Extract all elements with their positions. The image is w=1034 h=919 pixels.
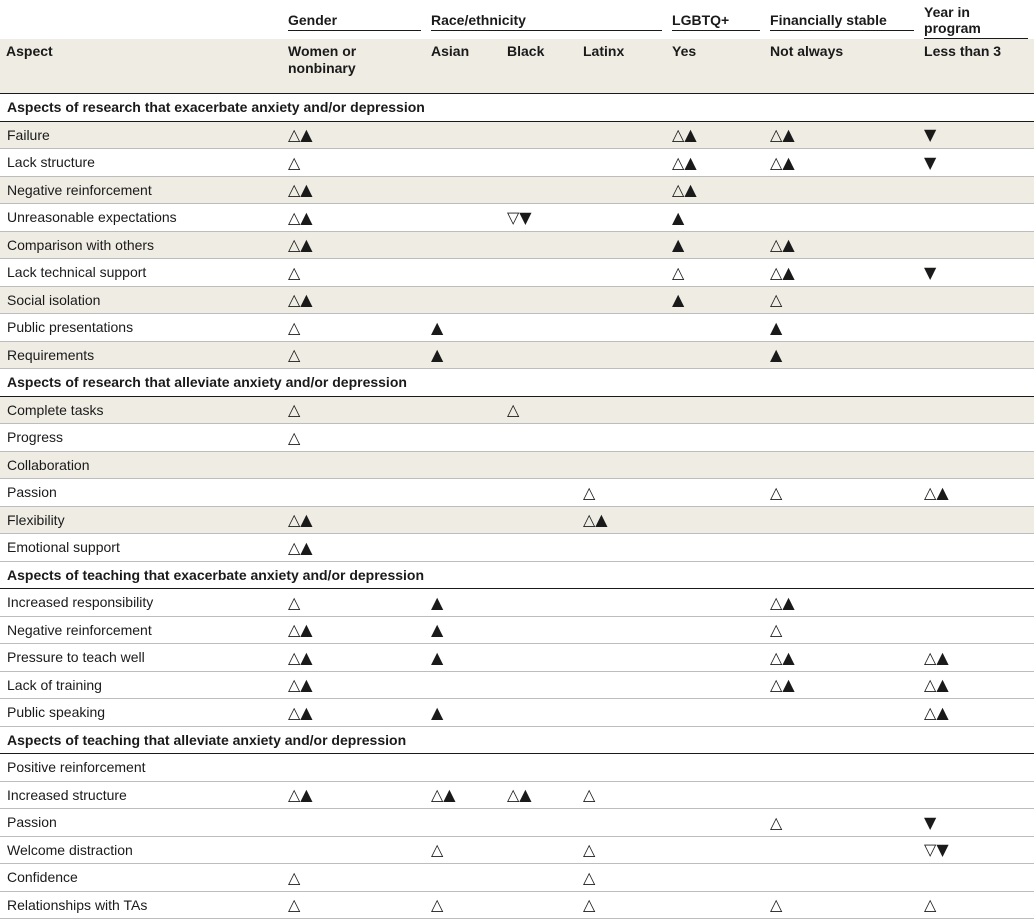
asian-cell: ▲ xyxy=(427,314,503,342)
latinx-cell xyxy=(579,809,668,837)
black-cell xyxy=(503,286,579,314)
financial-cell: ▲ xyxy=(766,341,920,369)
aspect-cell: Passion xyxy=(0,479,284,507)
section-title: Aspects of research that exacerbate anxiety and/or depression xyxy=(0,94,1034,122)
table-body xyxy=(0,94,1034,919)
lgbtq-cell xyxy=(668,891,766,919)
gender-cell: △▲ xyxy=(284,534,427,562)
year-cell: ▼ xyxy=(920,809,1034,837)
black-cell xyxy=(503,176,579,204)
latinx-cell xyxy=(579,149,668,177)
aspect-cell: Public speaking xyxy=(0,699,284,727)
year-cell: ▽▼ xyxy=(920,836,1034,864)
latinx-cell xyxy=(579,699,668,727)
financial-cell: △▲ xyxy=(766,644,920,672)
financial-cell xyxy=(766,204,920,232)
gender-cell: △ xyxy=(284,149,427,177)
aspect-cell: Passion xyxy=(0,809,284,837)
gender-cell: △▲ xyxy=(284,231,427,259)
year-cell: △▲ xyxy=(920,479,1034,507)
gender-cell xyxy=(284,754,427,782)
latinx-cell xyxy=(579,259,668,287)
asian-cell: △ xyxy=(427,836,503,864)
table-row xyxy=(0,534,1034,562)
latinx-cell xyxy=(579,451,668,479)
aspect-cell: Social isolation xyxy=(0,286,284,314)
aspect-cell: Unreasonable expectations xyxy=(0,204,284,232)
asian-cell: ▲ xyxy=(427,699,503,727)
year-cell: ▼ xyxy=(920,149,1034,177)
column-header-black: Black xyxy=(503,39,579,94)
table-row xyxy=(0,781,1034,809)
asian-cell: ▲ xyxy=(427,644,503,672)
black-cell xyxy=(503,231,579,259)
aspect-cell: Lack of training xyxy=(0,671,284,699)
financial-cell: △ xyxy=(766,891,920,919)
table-row xyxy=(0,204,1034,232)
gender-cell: △▲ xyxy=(284,506,427,534)
financial-cell: △ xyxy=(766,286,920,314)
asian-cell xyxy=(427,176,503,204)
latinx-cell xyxy=(579,589,668,617)
financial-cell xyxy=(766,864,920,892)
aspect-cell: Requirements xyxy=(0,341,284,369)
financial-cell xyxy=(766,781,920,809)
aspect-cell: Lack technical support xyxy=(0,259,284,287)
year-cell xyxy=(920,589,1034,617)
table-row xyxy=(0,286,1034,314)
gender-cell: △ xyxy=(284,864,427,892)
gender-cell: △▲ xyxy=(284,671,427,699)
year-cell xyxy=(920,781,1034,809)
year-cell xyxy=(920,451,1034,479)
aspect-cell: Public presentations xyxy=(0,314,284,342)
asian-cell xyxy=(427,451,503,479)
group-header-row xyxy=(0,0,1034,39)
black-cell xyxy=(503,121,579,149)
group-header-blank xyxy=(0,0,284,39)
black-cell xyxy=(503,341,579,369)
lgbtq-cell xyxy=(668,506,766,534)
financial-cell: △ xyxy=(766,479,920,507)
aspect-cell: Emotional support xyxy=(0,534,284,562)
financial-cell: ▲ xyxy=(766,314,920,342)
latinx-cell xyxy=(579,671,668,699)
gender-cell: △ xyxy=(284,259,427,287)
table-row xyxy=(0,341,1034,369)
gender-cell: △▲ xyxy=(284,121,427,149)
lgbtq-cell xyxy=(668,451,766,479)
latinx-cell xyxy=(579,286,668,314)
gender-cell: △ xyxy=(284,341,427,369)
gender-cell xyxy=(284,836,427,864)
black-cell xyxy=(503,451,579,479)
table-row xyxy=(0,864,1034,892)
aspect-cell: Increased responsibility xyxy=(0,589,284,617)
table-row xyxy=(0,589,1034,617)
column-header-gender: Women or nonbinary xyxy=(284,39,427,94)
latinx-cell xyxy=(579,534,668,562)
lgbtq-cell xyxy=(668,616,766,644)
asian-cell xyxy=(427,864,503,892)
asian-cell xyxy=(427,121,503,149)
financial-cell xyxy=(766,176,920,204)
lgbtq-cell xyxy=(668,534,766,562)
gender-cell: △▲ xyxy=(284,204,427,232)
latinx-cell xyxy=(579,754,668,782)
gender-cell xyxy=(284,451,427,479)
aspect-cell: Increased structure xyxy=(0,781,284,809)
column-header-aspect: Aspect xyxy=(0,39,284,94)
gender-cell: △ xyxy=(284,589,427,617)
lgbtq-cell xyxy=(668,341,766,369)
latinx-cell xyxy=(579,314,668,342)
financial-cell: △▲ xyxy=(766,149,920,177)
aspect-cell: Confidence xyxy=(0,864,284,892)
gender-cell: △▲ xyxy=(284,286,427,314)
column-header-year: Less than 3 xyxy=(920,39,1034,94)
financial-cell xyxy=(766,699,920,727)
black-cell: △▲ xyxy=(503,781,579,809)
latinx-cell xyxy=(579,424,668,452)
gender-cell xyxy=(284,479,427,507)
gender-cell: △ xyxy=(284,891,427,919)
black-cell xyxy=(503,314,579,342)
black-cell: △ xyxy=(503,396,579,424)
black-cell xyxy=(503,589,579,617)
latinx-cell xyxy=(579,396,668,424)
asian-cell: △ xyxy=(427,891,503,919)
column-header-latinx: Latinx xyxy=(579,39,668,94)
column-header-row xyxy=(0,39,1034,94)
latinx-cell: △ xyxy=(579,864,668,892)
section-header xyxy=(0,561,1034,589)
year-cell xyxy=(920,341,1034,369)
financial-cell: △ xyxy=(766,809,920,837)
lgbtq-cell xyxy=(668,754,766,782)
year-cell xyxy=(920,616,1034,644)
asian-cell xyxy=(427,479,503,507)
financial-cell: △▲ xyxy=(766,259,920,287)
column-header-financial: Not always xyxy=(766,39,920,94)
year-cell xyxy=(920,506,1034,534)
table-row xyxy=(0,809,1034,837)
group-header-lgbtq: LGBTQ+ xyxy=(668,0,766,39)
financial-cell xyxy=(766,534,920,562)
black-cell xyxy=(503,506,579,534)
group-header-year: Year in program xyxy=(920,0,1034,39)
group-header-race: Race/ethnicity xyxy=(427,0,668,39)
table-row xyxy=(0,176,1034,204)
gender-cell: △▲ xyxy=(284,176,427,204)
table-row xyxy=(0,506,1034,534)
gender-cell: △▲ xyxy=(284,781,427,809)
latinx-cell: △ xyxy=(579,479,668,507)
aspect-cell: Complete tasks xyxy=(0,396,284,424)
asian-cell xyxy=(427,506,503,534)
latinx-cell xyxy=(579,204,668,232)
column-header-asian: Asian xyxy=(427,39,503,94)
table-row xyxy=(0,891,1034,919)
lgbtq-cell xyxy=(668,781,766,809)
year-cell xyxy=(920,424,1034,452)
table-row xyxy=(0,259,1034,287)
year-cell xyxy=(920,176,1034,204)
year-cell: △▲ xyxy=(920,671,1034,699)
table-row xyxy=(0,836,1034,864)
aspect-cell: Pressure to teach well xyxy=(0,644,284,672)
year-cell xyxy=(920,864,1034,892)
group-header-financial: Financially stable xyxy=(766,0,920,39)
financial-cell xyxy=(766,424,920,452)
aspect-cell: Comparison with others xyxy=(0,231,284,259)
table-row xyxy=(0,644,1034,672)
financial-cell: △▲ xyxy=(766,671,920,699)
year-cell xyxy=(920,534,1034,562)
table-row xyxy=(0,121,1034,149)
section-header xyxy=(0,726,1034,754)
year-cell xyxy=(920,396,1034,424)
table-row xyxy=(0,616,1034,644)
black-cell xyxy=(503,616,579,644)
section-title: Aspects of teaching that exacerbate anxiety and/or depression xyxy=(0,561,1034,589)
black-cell xyxy=(503,644,579,672)
aspect-cell: Positive reinforcement xyxy=(0,754,284,782)
lgbtq-cell: ▲ xyxy=(668,231,766,259)
gender-cell xyxy=(284,809,427,837)
lgbtq-cell: △ xyxy=(668,259,766,287)
aspect-cell: Negative reinforcement xyxy=(0,176,284,204)
lgbtq-cell xyxy=(668,424,766,452)
black-cell xyxy=(503,424,579,452)
table-row xyxy=(0,754,1034,782)
group-header-gender: Gender xyxy=(284,0,427,39)
black-cell xyxy=(503,754,579,782)
lgbtq-cell xyxy=(668,479,766,507)
gender-cell: △ xyxy=(284,314,427,342)
gender-cell: △ xyxy=(284,396,427,424)
lgbtq-cell xyxy=(668,671,766,699)
financial-cell xyxy=(766,506,920,534)
latinx-cell: △ xyxy=(579,836,668,864)
black-cell: ▽▼ xyxy=(503,204,579,232)
lgbtq-cell: ▲ xyxy=(668,286,766,314)
year-cell xyxy=(920,754,1034,782)
lgbtq-cell: △▲ xyxy=(668,149,766,177)
gender-cell: △▲ xyxy=(284,616,427,644)
table-row xyxy=(0,231,1034,259)
latinx-cell xyxy=(579,644,668,672)
latinx-cell: △ xyxy=(579,891,668,919)
aspect-cell: Lack structure xyxy=(0,149,284,177)
aspect-cell: Collaboration xyxy=(0,451,284,479)
asian-cell xyxy=(427,204,503,232)
year-cell xyxy=(920,204,1034,232)
lgbtq-cell: ▲ xyxy=(668,204,766,232)
asian-cell xyxy=(427,396,503,424)
lgbtq-cell: △▲ xyxy=(668,121,766,149)
financial-cell xyxy=(766,396,920,424)
year-cell: △▲ xyxy=(920,644,1034,672)
asian-cell xyxy=(427,259,503,287)
section-title: Aspects of research that alleviate anxiety and/or depression xyxy=(0,369,1034,397)
black-cell xyxy=(503,699,579,727)
year-cell xyxy=(920,231,1034,259)
aspect-cell: Failure xyxy=(0,121,284,149)
table-row xyxy=(0,314,1034,342)
table-row xyxy=(0,671,1034,699)
financial-cell: △▲ xyxy=(766,589,920,617)
table-row xyxy=(0,396,1034,424)
lgbtq-cell xyxy=(668,699,766,727)
latinx-cell: △▲ xyxy=(579,506,668,534)
lgbtq-cell xyxy=(668,864,766,892)
gender-cell: △▲ xyxy=(284,644,427,672)
asian-cell: △▲ xyxy=(427,781,503,809)
aspect-cell: Progress xyxy=(0,424,284,452)
asian-cell xyxy=(427,534,503,562)
black-cell xyxy=(503,149,579,177)
asian-cell xyxy=(427,671,503,699)
lgbtq-cell xyxy=(668,836,766,864)
table-row xyxy=(0,424,1034,452)
gender-cell: △▲ xyxy=(284,699,427,727)
latinx-cell xyxy=(579,341,668,369)
table-row xyxy=(0,149,1034,177)
aspect-cell: Flexibility xyxy=(0,506,284,534)
financial-cell xyxy=(766,451,920,479)
table-row xyxy=(0,479,1034,507)
financial-cell xyxy=(766,836,920,864)
year-cell: △▲ xyxy=(920,699,1034,727)
financial-cell: △▲ xyxy=(766,231,920,259)
black-cell xyxy=(503,259,579,287)
asian-cell: ▲ xyxy=(427,616,503,644)
asian-cell xyxy=(427,424,503,452)
black-cell xyxy=(503,864,579,892)
year-cell xyxy=(920,286,1034,314)
lgbtq-cell xyxy=(668,809,766,837)
asian-cell xyxy=(427,149,503,177)
lgbtq-cell xyxy=(668,589,766,617)
lgbtq-cell xyxy=(668,396,766,424)
year-cell: ▼ xyxy=(920,259,1034,287)
latinx-cell xyxy=(579,121,668,149)
gender-cell: △ xyxy=(284,424,427,452)
table-row xyxy=(0,699,1034,727)
black-cell xyxy=(503,809,579,837)
asian-cell xyxy=(427,809,503,837)
black-cell xyxy=(503,671,579,699)
financial-cell xyxy=(766,754,920,782)
section-header xyxy=(0,369,1034,397)
section-title: Aspects of teaching that alleviate anxiety and/or depression xyxy=(0,726,1034,754)
aspect-cell: Negative reinforcement xyxy=(0,616,284,644)
table-row xyxy=(0,451,1034,479)
lgbtq-cell xyxy=(668,314,766,342)
column-header-lgbtq: Yes xyxy=(668,39,766,94)
asian-cell: ▲ xyxy=(427,341,503,369)
black-cell xyxy=(503,534,579,562)
year-cell: ▼ xyxy=(920,121,1034,149)
latinx-cell xyxy=(579,616,668,644)
lgbtq-cell xyxy=(668,644,766,672)
aspect-cell: Relationships with TAs xyxy=(0,891,284,919)
lgbtq-cell: △▲ xyxy=(668,176,766,204)
financial-cell: △▲ xyxy=(766,121,920,149)
black-cell xyxy=(503,479,579,507)
asian-cell xyxy=(427,231,503,259)
year-cell: △ xyxy=(920,891,1034,919)
aspect-cell: Welcome distraction xyxy=(0,836,284,864)
black-cell xyxy=(503,891,579,919)
asian-cell xyxy=(427,754,503,782)
asian-cell: ▲ xyxy=(427,589,503,617)
year-cell xyxy=(920,314,1034,342)
latinx-cell xyxy=(579,176,668,204)
latinx-cell xyxy=(579,231,668,259)
black-cell xyxy=(503,836,579,864)
section-header xyxy=(0,94,1034,122)
financial-cell: △ xyxy=(766,616,920,644)
latinx-cell: △ xyxy=(579,781,668,809)
asian-cell xyxy=(427,286,503,314)
